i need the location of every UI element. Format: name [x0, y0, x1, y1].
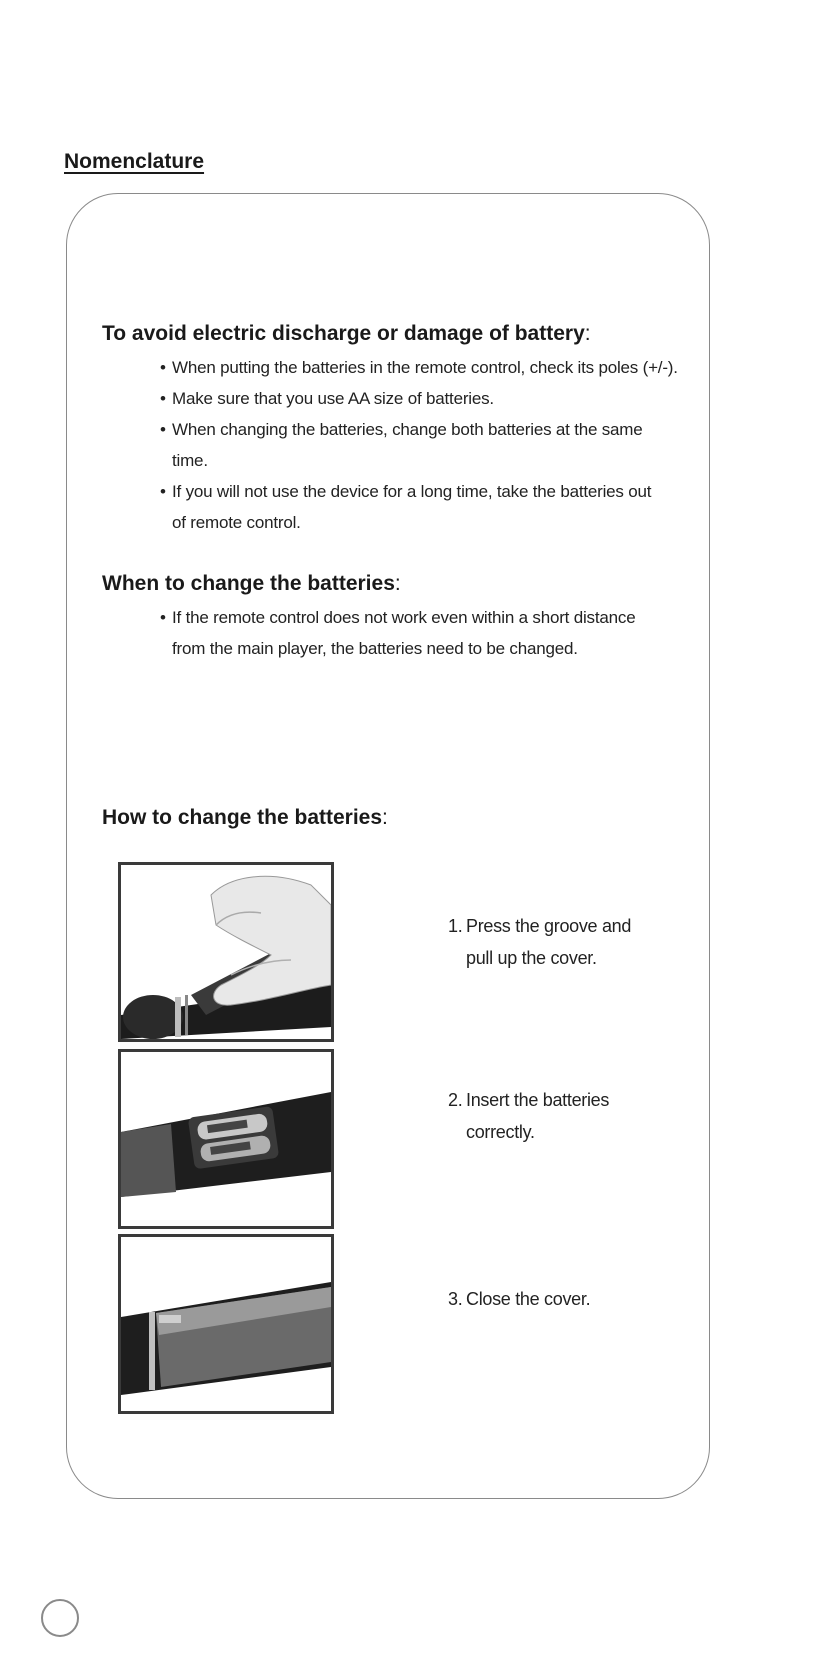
- step-line: pull up the cover.: [466, 948, 597, 968]
- step-line: Insert the batteries: [466, 1090, 610, 1110]
- step-2-text: [448, 1084, 609, 1148]
- batteries-in-compartment-illustration: [121, 1052, 331, 1226]
- step-line: Close the cover.: [466, 1289, 591, 1309]
- step-line: Press the groove and: [466, 916, 632, 936]
- page-number-circle: [41, 1599, 79, 1637]
- when-to-change-list: [160, 602, 670, 664]
- step-number: 3.: [448, 1289, 463, 1309]
- list-item: • Make sure that you use AA size of batteries.: [160, 383, 680, 414]
- step-line: correctly.: [466, 1122, 535, 1142]
- step-1-photo: [118, 862, 334, 1042]
- list-item: • If the remote control does not work even within a short distance from the main player, the batteries need to be changed.: [160, 602, 670, 664]
- section-title-colon: :: [394, 572, 401, 595]
- step-3-photo: [118, 1234, 334, 1414]
- section-title-text: To avoid electric discharge or damage of battery: [102, 322, 585, 345]
- section-title-when-to-change: [102, 572, 401, 596]
- page-heading: Nomenclature: [64, 150, 205, 173]
- step-3-text: [448, 1283, 590, 1315]
- section-title-text: When to change the batteries: [102, 572, 395, 595]
- step-1-text: [448, 910, 631, 974]
- avoid-discharge-list: [160, 352, 680, 538]
- list-item: • If you will not use the device for a long time, take the batteries out of remote control.: [160, 476, 662, 538]
- cover-closed-illustration: [121, 1237, 331, 1411]
- section-title-text: How to change the batteries: [102, 806, 383, 829]
- section-title-colon: :: [382, 806, 388, 829]
- step-number: 1.: [448, 916, 463, 936]
- step-2-photo: [118, 1049, 334, 1229]
- section-title-avoid-discharge: [102, 322, 591, 346]
- section-title-colon: :: [584, 322, 591, 345]
- section-title-how-to-change: [102, 806, 388, 830]
- hand-opening-cover-illustration: [121, 865, 331, 1039]
- list-item: • When changing the batteries, change both batteries at the same time.: [160, 414, 680, 476]
- step-number: 2.: [448, 1090, 463, 1110]
- list-item: • When putting the batteries in the remote control, check its poles (+/-).: [160, 352, 680, 383]
